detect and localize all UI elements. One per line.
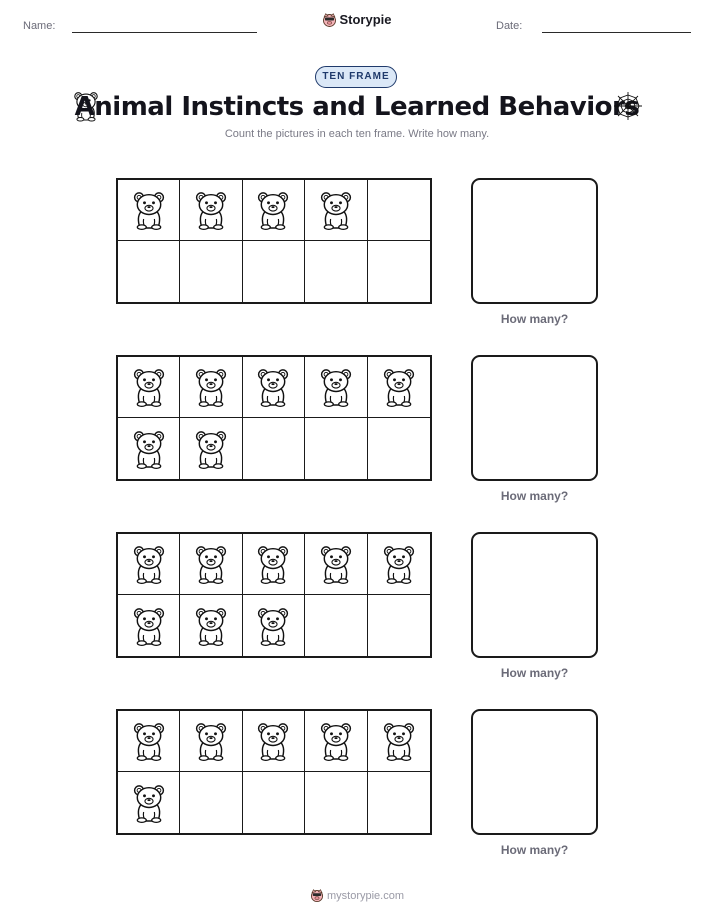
frame-cell [118, 180, 180, 241]
pig-logo-icon [322, 13, 337, 28]
bear-icon [255, 721, 291, 761]
frame-cell [305, 357, 367, 418]
bear-icon [255, 190, 291, 230]
bear-icon [318, 721, 354, 761]
bear-icon [193, 721, 229, 761]
bear-icon [193, 544, 229, 584]
frame-cell [243, 711, 305, 772]
ten-frame-1 [116, 178, 432, 304]
frame-cell [118, 772, 180, 833]
bear-icon [131, 721, 167, 761]
pig-logo-icon [310, 889, 324, 903]
bear-icon [255, 367, 291, 407]
frame-cell [118, 595, 180, 656]
bear-icon [193, 190, 229, 230]
frame-cell [368, 534, 430, 595]
instructions: Count the pictures in each ten frame. Write how many. [224, 128, 490, 140]
frame-cell [368, 418, 430, 479]
bear-icon [193, 429, 229, 469]
ten-frame-3 [116, 532, 432, 658]
bear-icon [131, 190, 167, 230]
frame-cell [180, 595, 242, 656]
bear-icon [131, 606, 167, 646]
date-label: Date: [496, 20, 523, 32]
frame-cell [180, 711, 242, 772]
answer-box-2[interactable] [471, 355, 598, 481]
frame-cell [305, 241, 367, 302]
bear-icon [131, 367, 167, 407]
bear-icon [318, 544, 354, 584]
frame-cell [243, 772, 305, 833]
frame-cell [305, 772, 367, 833]
frame-cell [180, 772, 242, 833]
frame-cell [368, 180, 430, 241]
frame-cell [305, 534, 367, 595]
bear-icon [318, 367, 354, 407]
bear-icon [255, 544, 291, 584]
frame-cell [180, 357, 242, 418]
bear-icon [193, 367, 229, 407]
brand-logo [0, 12, 714, 28]
frame-cell [180, 180, 242, 241]
frame-cell [243, 595, 305, 656]
answer-box-1[interactable] [471, 178, 598, 304]
frame-cell [118, 357, 180, 418]
how-many-label-2: How many? [500, 489, 569, 503]
frame-cell [243, 357, 305, 418]
footer-url[interactable]: mystorypie.com [326, 889, 405, 902]
frame-cell [305, 595, 367, 656]
how-many-label-3: How many? [500, 666, 569, 680]
how-many-label-1: How many? [500, 312, 569, 326]
bear-icon [255, 606, 291, 646]
name-label: Name: [23, 20, 56, 32]
frame-cell [368, 711, 430, 772]
page-title: Animal Instincts and Learned Behaviors [74, 92, 640, 122]
footer [0, 889, 714, 903]
frame-cell [368, 772, 430, 833]
bear-icon [318, 190, 354, 230]
frame-cell [243, 534, 305, 595]
frame-cell [305, 180, 367, 241]
how-many-label-4: How many? [500, 843, 569, 857]
frame-cell [243, 418, 305, 479]
frame-cell [243, 241, 305, 302]
ten-frame-4 [116, 709, 432, 835]
frame-cell [118, 711, 180, 772]
bear-icon [381, 721, 417, 761]
frame-cell [368, 595, 430, 656]
frame-cell [180, 534, 242, 595]
frame-cell [368, 357, 430, 418]
answer-box-3[interactable] [471, 532, 598, 658]
bear-icon [381, 367, 417, 407]
frame-cell [368, 241, 430, 302]
date-line[interactable] [542, 32, 691, 33]
frame-cell [118, 534, 180, 595]
bear-icon [131, 429, 167, 469]
frame-cell [118, 418, 180, 479]
bear-icon [193, 606, 229, 646]
brand-name: Storypie [339, 12, 392, 27]
worksheet-type-badge: TEN FRAME [315, 66, 397, 88]
bear-icon [381, 544, 417, 584]
bear-icon [131, 544, 167, 584]
ten-frame-2 [116, 355, 432, 481]
frame-cell [243, 180, 305, 241]
answer-box-4[interactable] [471, 709, 598, 835]
bear-icon [131, 783, 167, 823]
frame-cell [305, 711, 367, 772]
frame-cell [180, 241, 242, 302]
name-line[interactable] [72, 32, 257, 33]
spider-web-icon [612, 90, 644, 122]
frame-cell [118, 241, 180, 302]
frame-cell [180, 418, 242, 479]
frame-cell [305, 418, 367, 479]
